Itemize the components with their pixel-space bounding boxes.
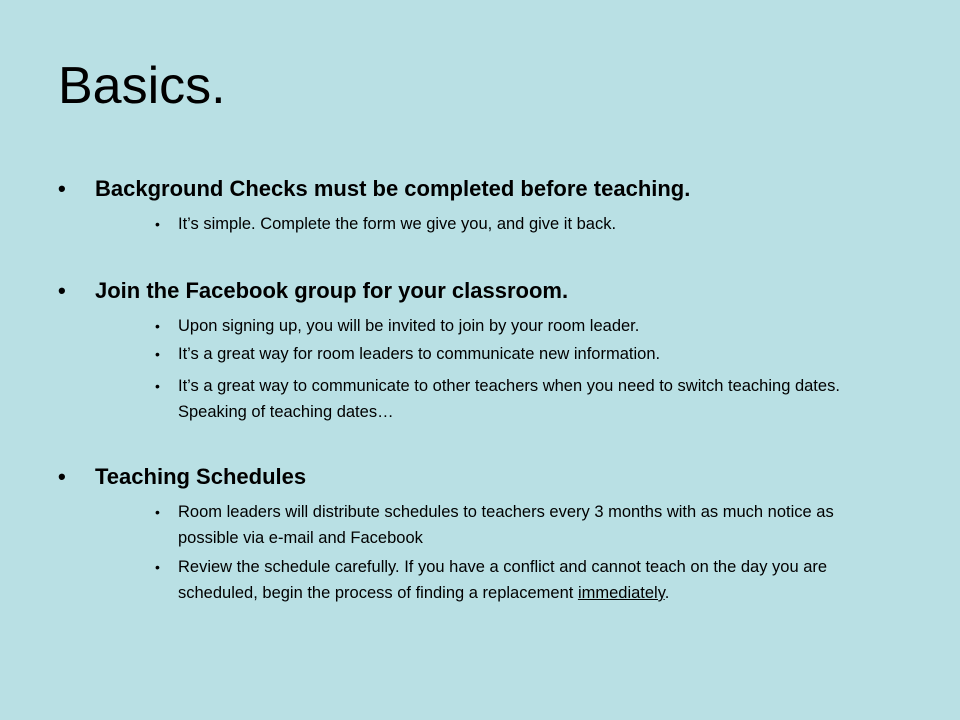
bullet: • [58,278,66,303]
list-item [155,211,895,237]
slide-title: Basics. [58,57,226,115]
bullet: • [155,318,160,334]
list-item [155,499,895,551]
bullet: • [155,216,160,232]
list-item [155,341,895,367]
bullet: • [155,378,160,394]
list-item [155,554,895,606]
section-heading-text: Background Checks must be completed before teaching. [95,176,691,201]
list-item [155,313,895,339]
list-item-text: It’s simple. Complete the form we give you, and give it back. [178,215,617,233]
list-item [155,373,895,425]
bullet: • [58,176,66,201]
bullet: • [155,559,160,575]
list-item-text: It’s a great way for room leaders to communicate new information. [178,345,661,363]
list-item-text-after: . [664,584,670,602]
list-item-text: Upon signing up, you will be invited to join by your room leader. [178,317,640,335]
list-item-text [178,554,895,606]
list-item-text: Room leaders will distribute schedules to teachers every 3 months with as much notice as possible via e-mail and Facebook [178,503,834,547]
list-item-text: It’s a great way to communicate to other teachers when you need to switch teaching dates. Speaking of teaching dates… [178,377,840,421]
emphasis-immediately: immediately [577,584,665,602]
bullet: • [155,504,160,520]
section-heading-text: Teaching Schedules [95,464,307,489]
bullet: • [155,346,160,362]
section-heading-text: Join the Facebook group for your classroom. [95,278,569,303]
list-item-text-before: Review the schedule carefully. If you have a conflict and cannot teach on the day you are scheduled, begin the process of finding a replacement [178,558,828,602]
bullet: • [58,464,66,489]
